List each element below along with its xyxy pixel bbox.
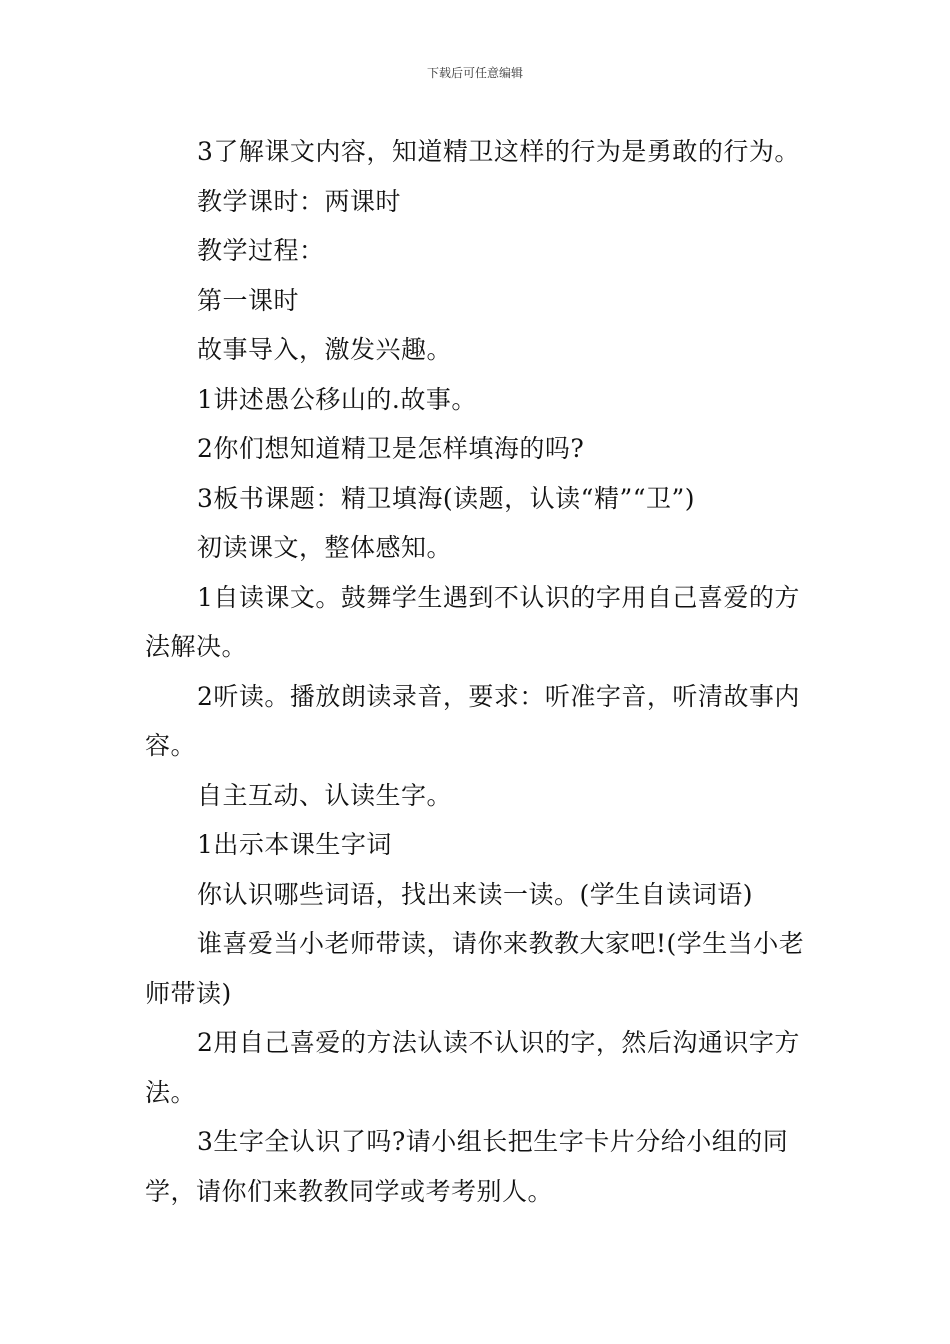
paragraph-4: 第一课时 (197, 285, 300, 315)
paragraph-16: 2用自己喜爱的方法认读不认识的字，然后沟通识字方法。 (145, 1028, 800, 1107)
paragraph-6: 1讲述愚公移山的.故事。 (197, 384, 477, 414)
paragraph-9: 初读课文，整体感知。 (197, 533, 453, 562)
paragraph-3: 教学过程： (197, 236, 325, 265)
paragraph-5: 故事导入，激发兴趣。 (197, 335, 453, 364)
paragraph-1: 3了解课文内容，知道精卫这样的行为是勇敢的行为。 (197, 137, 800, 166)
paragraph-14: 你认识哪些词语，找出来读一读。(学生自读词语) (197, 879, 754, 909)
paragraph-2: 教学课时：两课时 (197, 186, 402, 216)
page-header: 下载后可任意编辑 (426, 66, 523, 80)
paragraph-8: 3板书课题：精卫填海(读题，认读“精”“卫”) (197, 483, 696, 513)
paragraph-12: 自主互动、认读生字。 (197, 780, 453, 810)
paragraph-15: 谁喜爱当小老师带读，请你来教教大家吧!(学生当小老师带读) (145, 929, 805, 1008)
paragraph-13: 1出示本课生字词 (197, 830, 392, 859)
paragraph-7: 2你们想知道精卫是怎样填海的吗? (197, 434, 585, 463)
document-body (145, 127, 810, 1216)
paragraph-10: 1自读课文。鼓舞学生遇到不认识的字用自己喜爱的方法解决。 (145, 582, 800, 661)
paragraph-17: 3生字全认识了吗?请小组长把生字卡片分给小组的同学，请你们来教教同学或考考别人。 (145, 1127, 789, 1206)
paragraph-11: 2听读。播放朗读录音，要求：听准字音，听清故事内容。 (145, 681, 800, 760)
